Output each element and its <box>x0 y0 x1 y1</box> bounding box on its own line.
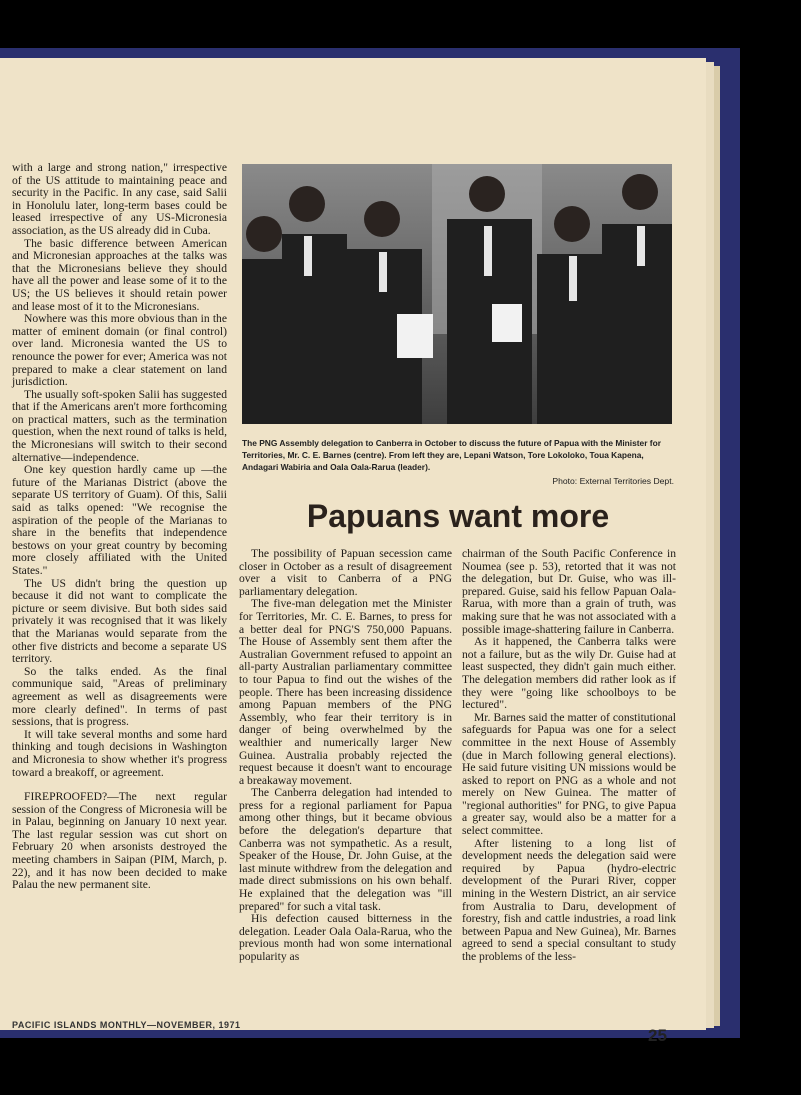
paragraph: with a large and strong nation," irrespective of the US attitude to maintaining peace and security in the Pacific. In any case, said Salii in Honolulu later, long-term bases could be leased irrespective of any US-Micronesia association, as the US already did in Cuba. <box>12 161 227 237</box>
right-column <box>462 548 676 964</box>
article-headline: Papuans want more <box>306 498 610 534</box>
magazine-page <box>0 58 706 1045</box>
paragraph: One key question hardly came up —the future of the Marianas District (above the separate US territory of Guam). Of this, Salii said as talks opened: "We recognise the aspiration of the people of the Marianas to share in the benefits that independence bestows on your great country by becoming more closely affiliated with the United States." <box>12 463 227 577</box>
paragraph: The possibility of Papuan secession came closer in October as a result of disagreement over a visit to Canberra of a PNG parliamentary delegation. <box>239 547 452 598</box>
delegation-photo <box>242 164 672 424</box>
paragraph-fireproofed: FIREPROOFED?—The next regular session of the Congress of Micronesia will be in Palau, beginning on January 10 next year. The last regular session was cut short on February 20 when arsonists destroyed the meeting chambers in Saipan (PIM, March, p. 22), and it has now been decided to make Palau the new permanent site. <box>12 790 227 892</box>
paragraph: chairman of the South Pacific Conference in Noumea (see p. 53), retorted that it was not the delegation, but Dr. Guise, who was ill-prepared. Guise, said his fellow Papuan Oala-Rarua, with more than a grain of truth, was making sure that he was not associated with a possible image-shattering failure in Canberra. <box>462 547 676 636</box>
page-number: 25 <box>648 1026 667 1045</box>
paragraph: The basic difference between American and Micronesian approaches at the talks was that the Micronesians believe they should have all the power and lease some of it to the US; the US believes it should retain power and lease most of it to the Micronesians. <box>12 236 227 313</box>
paragraph: After listening to a long list of development needs the delegation said were required by Papua (hydro-electric development of the Purari River, copper mining in the Western District, an air service from Australia to Daru, development of forestry, fish and cattle industries, a road link between Papua and New Guinea), Mr. Barnes agreed to send a special consultant to study the problems of the less- <box>462 836 676 963</box>
paragraph: So the talks ended. As the final communique said, "Areas of preliminary agreement as well as disagreements were more clearly defined". In terms of past sessions, that is progress. <box>12 664 227 729</box>
page-edge-back <box>714 66 720 1026</box>
paragraph: As it happened, the Canberra talks were not a failure, but as the wily Dr. Guise had at least suspected, they didn't gain much either. The delegation members did rather look as if they were "going like schoolboys to be lectured". <box>462 635 676 712</box>
photo-caption: The PNG Assembly delegation to Canberra in October to discuss the future of Papua with the Minister for Territories, Mr. C. E. Barnes (centre). From left they are, Lepani Watson, Tore Lokoloko, Toua Kapena, Andagari Wabiria and Oala Oala-Rarua (leader). <box>242 438 661 472</box>
photo-credit: Photo: External Territories Dept. <box>552 476 674 486</box>
middle-column <box>239 548 452 964</box>
paragraph: The Canberra delegation had intended to press for a regional parliament for Papua among other things, but it became obvious before the delegation's departure that Canberra was not sympathetic. As a result, Speaker of the House, Dr. John Guise, at the last minute withdrew from the delegation and made direct submissions on his own behalf. He explained that the delegation was "ill prepared" for such a vital task. <box>239 786 452 913</box>
paragraph: Mr. Barnes said the matter of constitutional safeguards for Papua was one for a select committee in the next House of Assembly (due in March following general elections). He said future visiting UN missions would be asked to report on PNG as a whole and not merely on New Guinea. The matter of "regional authorities" for PNG, to give Papua a greater say, would also be a matter for a select committee. <box>462 710 676 838</box>
paragraph: The usually soft-spoken Salii has suggested that if the Americans aren't more forthcoming on practical matters, such as the termination question, when the next round of talks is held, the Micronesians will switch to their second alternative—independence. <box>12 387 227 464</box>
left-column <box>12 162 227 892</box>
paragraph: It will take several months and some hard thinking and tough decisions in Washington and Micronesia to show whether it's progress toward a breakoff, or agreement. <box>12 727 227 779</box>
paragraph: The five-man delegation met the Minister for Territories, Mr. C. E. Barnes, to press for a better deal for PNG'S 750,000 Papuans. The House of Assembly sent them after the Australian Government refused to appoint an all-party Australian parliamentary committee to tour Papua to find out the wishes of the people. There has been increasing dissidence among Papuan members of the PNG Assembly, who fear their territory is in danger of being overwhelmed by the wealthier and numerically larger New Guinea. Australia probably rejected the request because it doesn't want to encourage a breakaway movement. <box>239 597 452 787</box>
page-edge <box>706 62 714 1028</box>
paragraph: Nowhere was this more obvious than in the matter of eminent domain (or final control) over land. Micronesia wanted the US to renounce the power for ever; America was not prepared to make a clear statement on land jurisdiction. <box>12 312 227 389</box>
page-footer: PACIFIC ISLANDS MONTHLY—NOVEMBER, 1971 <box>12 1020 241 1030</box>
paragraph: His defection caused bitterness in the delegation. Leader Oala Oala-Rarua, who the previous month had won some international popularity as <box>239 912 452 963</box>
paragraph: The US didn't bring the question up because it did not want to complicate the picture or seem divisive. But both sides said privately it was recognised that it was likely that the Marianas would separate from the other five districts and become a separate US territory. <box>12 576 227 666</box>
